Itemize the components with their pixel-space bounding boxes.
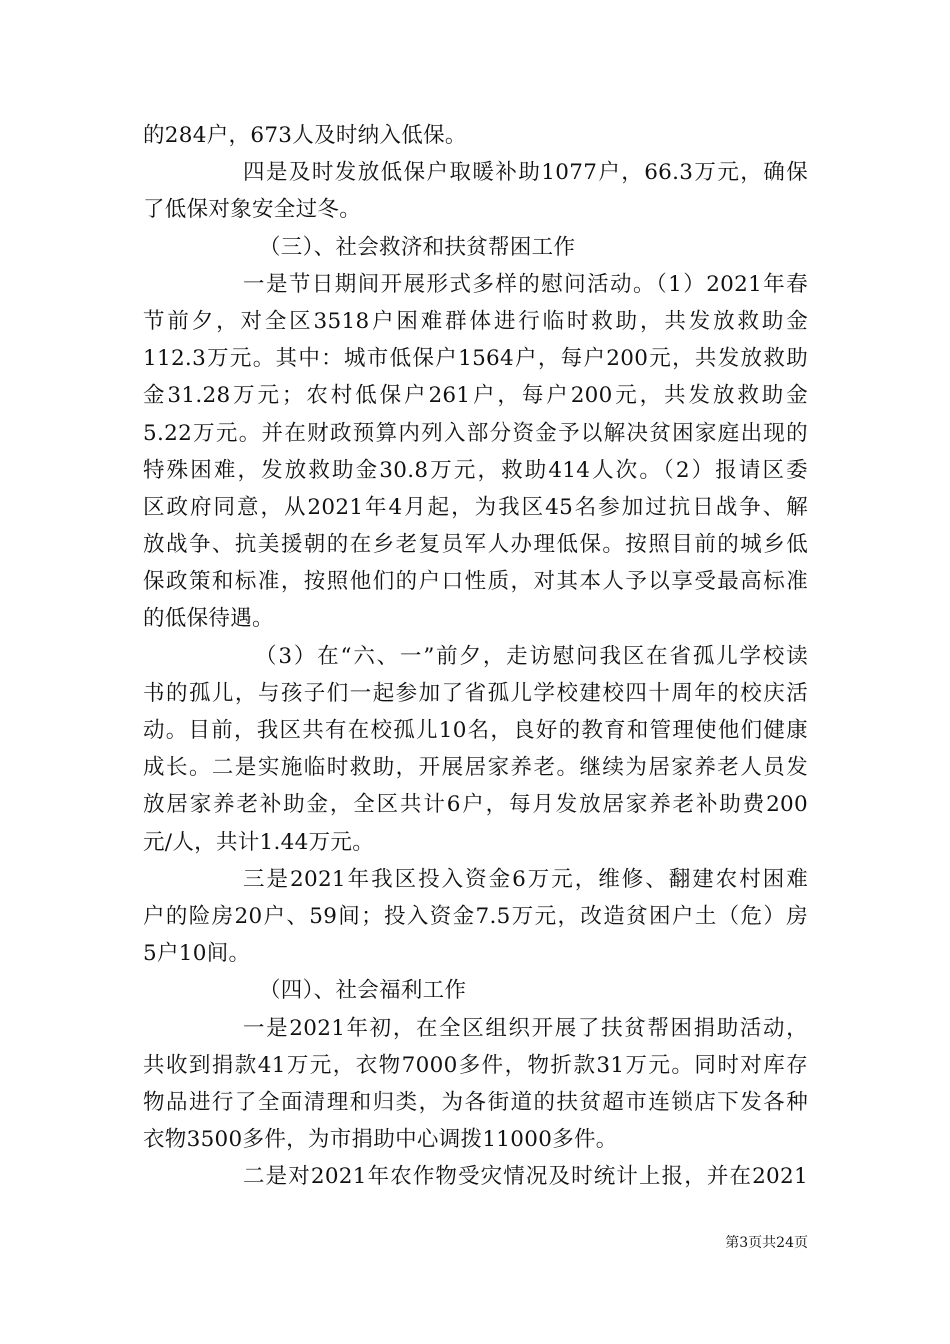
text-line: 112.3万元。其中：城市低保户1564户，每户200元，共发放救助 xyxy=(143,346,808,372)
text-line: 保政策和标准，按照他们的户口性质，对其本人予以享受最高标准 xyxy=(143,569,808,595)
text-line: 物品进行了全面清理和归类，为各街道的扶贫超市连锁店下发各种 xyxy=(143,1089,808,1115)
text-line: 的低保待遇。 xyxy=(143,606,274,632)
text-line: 动。目前，我区共有在校孤儿10名，良好的教育和管理使他们健康 xyxy=(143,718,808,743)
text-line: 共收到捐款41万元，衣物7000多件，物折款31万元。同时对库存 xyxy=(143,1052,808,1078)
text-line: 特殊困难，发放救助金30.8万元，救助414人次。（2）报请区委 xyxy=(143,457,808,483)
text-line: 衣物3500多件，为市捐助中心调拨11000多件。 xyxy=(143,1127,618,1153)
text-line: 节前夕，对全区3518户困难群体进行临时救助，共发放救助金 xyxy=(143,308,808,334)
paragraph-start: 一是节日期间开展形式多样的慰问活动。（1）2021年春 xyxy=(243,271,808,297)
text-line: 5户10间。 xyxy=(143,941,251,967)
section-heading-4: （四）、社会福利工作 xyxy=(259,978,467,1004)
text-line: 书的孤儿，与孩子们一起参加了省孤儿学校建校四十周年的校庆活 xyxy=(143,680,808,706)
text-line: 的284户，673人及时纳入低保。 xyxy=(143,123,467,148)
section-heading-3: （三）、社会救济和扶贫帮困工作 xyxy=(259,234,576,260)
text-line: 成长。二是实施临时救助，开展居家养老。继续为居家养老人员发 xyxy=(143,755,808,781)
text-line: 户的险房20户、59间；投入资金7.5万元，改造贫困户土（危）房 xyxy=(143,903,808,929)
body-text xyxy=(143,117,808,1195)
text-line: 金31.28万元；农村低保户261户，每户200元，共发放救助金 xyxy=(143,383,808,409)
text-line: 元/人，共计1.44万元。 xyxy=(143,829,375,855)
text-line: 区政府同意，从2021年4月起，为我区45名参加过抗日战争、解 xyxy=(143,494,808,520)
text-line: 放居家养老补助金，全区共计6户，每月发放居家养老补助费200 xyxy=(143,792,808,818)
paragraph-start: 三是2021年我区投入资金6万元，维修、翻建农村困难 xyxy=(243,866,808,892)
text-line: 5.22万元。并在财政预算内列入部分资金予以解决贫困家庭出现的 xyxy=(143,420,808,446)
paragraph-start: 二是对2021年农作物受灾情况及时统计上报，并在2021 xyxy=(243,1164,808,1190)
page-number: 第3页共24页 xyxy=(725,1235,808,1251)
paragraph-start: 四是及时发放低保户取暖补助1077户，66.3万元，确保 xyxy=(243,160,808,186)
paragraph-start: 一是2021年初，在全区组织开展了扶贫帮困捐助活动， xyxy=(243,1015,808,1041)
text-line: 了低保对象安全过冬。 xyxy=(143,197,362,223)
paragraph-start: （3）在“六、一”前夕，走访慰问我区在省孤儿学校读 xyxy=(255,643,808,669)
text-line: 放战争、抗美援朝的在乡老复员军人办理低保。按照目前的城乡低 xyxy=(143,532,808,558)
